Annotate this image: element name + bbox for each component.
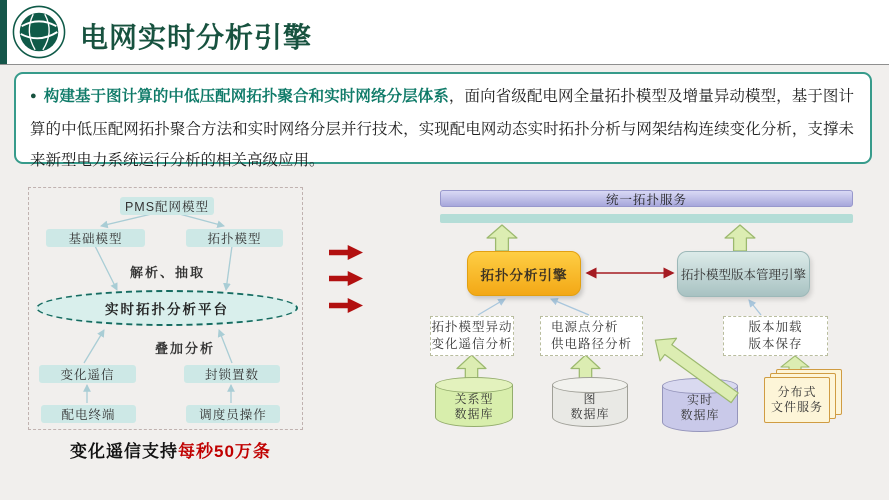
graph-database-icon [552,377,628,427]
flow-arrow-icon [329,298,363,313]
flow-arrow-icon [329,245,363,260]
box-line: 版本保存 [748,337,803,351]
page-title: 电网实时分析引擎 [80,22,313,53]
green-up-arrow-icon [486,224,518,252]
box-line: 供电路径分析 [550,337,632,351]
flow-arrow-icon [329,271,363,286]
caption-prefix: 变化遥信支持 [70,442,178,461]
summary-panel [14,72,872,169]
db-label: 图 [583,392,597,406]
power-path-analysis-box [540,316,643,356]
topology-model-node: 拓扑模型 [186,229,283,247]
green-up-arrow-icon [724,224,756,252]
throughput-caption [70,437,271,462]
bullet-icon: ● [30,90,37,102]
dispatcher-operation-node: 调度员操作 [186,405,280,423]
left-diagram-frame [28,187,303,430]
distribution-terminal-node: 配电终端 [41,405,136,423]
box-line: 电源点分析 [550,320,619,334]
summary-lead-text: 构建基于图计算的中低压配网拓扑聚合和实时网络分层体系 [43,88,449,105]
db-label: 数据库 [570,407,610,421]
header-accent-bar [0,0,7,64]
db-label: 实时 [686,393,713,407]
unified-topology-service-bar: 统一拓扑服务 [440,190,853,207]
box-line: 版本加载 [748,320,803,334]
file-service-label: 分布式 [777,385,817,399]
db-label: 数据库 [454,407,494,421]
distributed-file-service-icon [764,369,844,427]
topology-analysis-engine-node: 拓扑分析引擎 [467,251,581,296]
lock-setting-node: 封锁置数 [184,365,280,383]
slide-header [0,0,889,65]
state-grid-logo-icon [12,4,66,60]
box-line: 拓扑模型异动 [431,320,513,334]
db-label: 数据库 [680,408,720,422]
pms-model-node: PMS配网模型 [120,197,214,215]
db-label: 关系型 [454,392,494,406]
base-model-node: 基础模型 [46,229,145,247]
relational-database-icon [435,377,513,427]
topology-version-engine-node: 拓扑模型版本管理引擎 [677,251,810,297]
summary-body-text: ，面向省级配电网全量拓扑模型及增量异动模型，基于图计算的中低压配网拓扑聚合方法和实时网络分层并行技术，实现配电网动态实时拓扑分析与网架结构连续变化分析，支撑未来新型电力系统运行分析的相关高级应用。 [30,88,854,169]
file-service-label: 文件服务 [770,400,823,414]
service-bus-bar [440,214,853,223]
caption-highlight: 每秒50万条 [178,442,271,461]
box-line: 变化遥信分析 [431,337,513,351]
model-change-analysis-box [430,316,514,356]
parse-extract-label: 解析、抽取 [130,265,206,280]
change-telesignal-node: 变化遥信 [39,365,136,383]
version-load-save-box [723,316,828,356]
realtime-topology-platform-node: 实时拓扑分析平台 [36,290,298,326]
overlay-analysis-label: 叠加分析 [155,341,216,356]
